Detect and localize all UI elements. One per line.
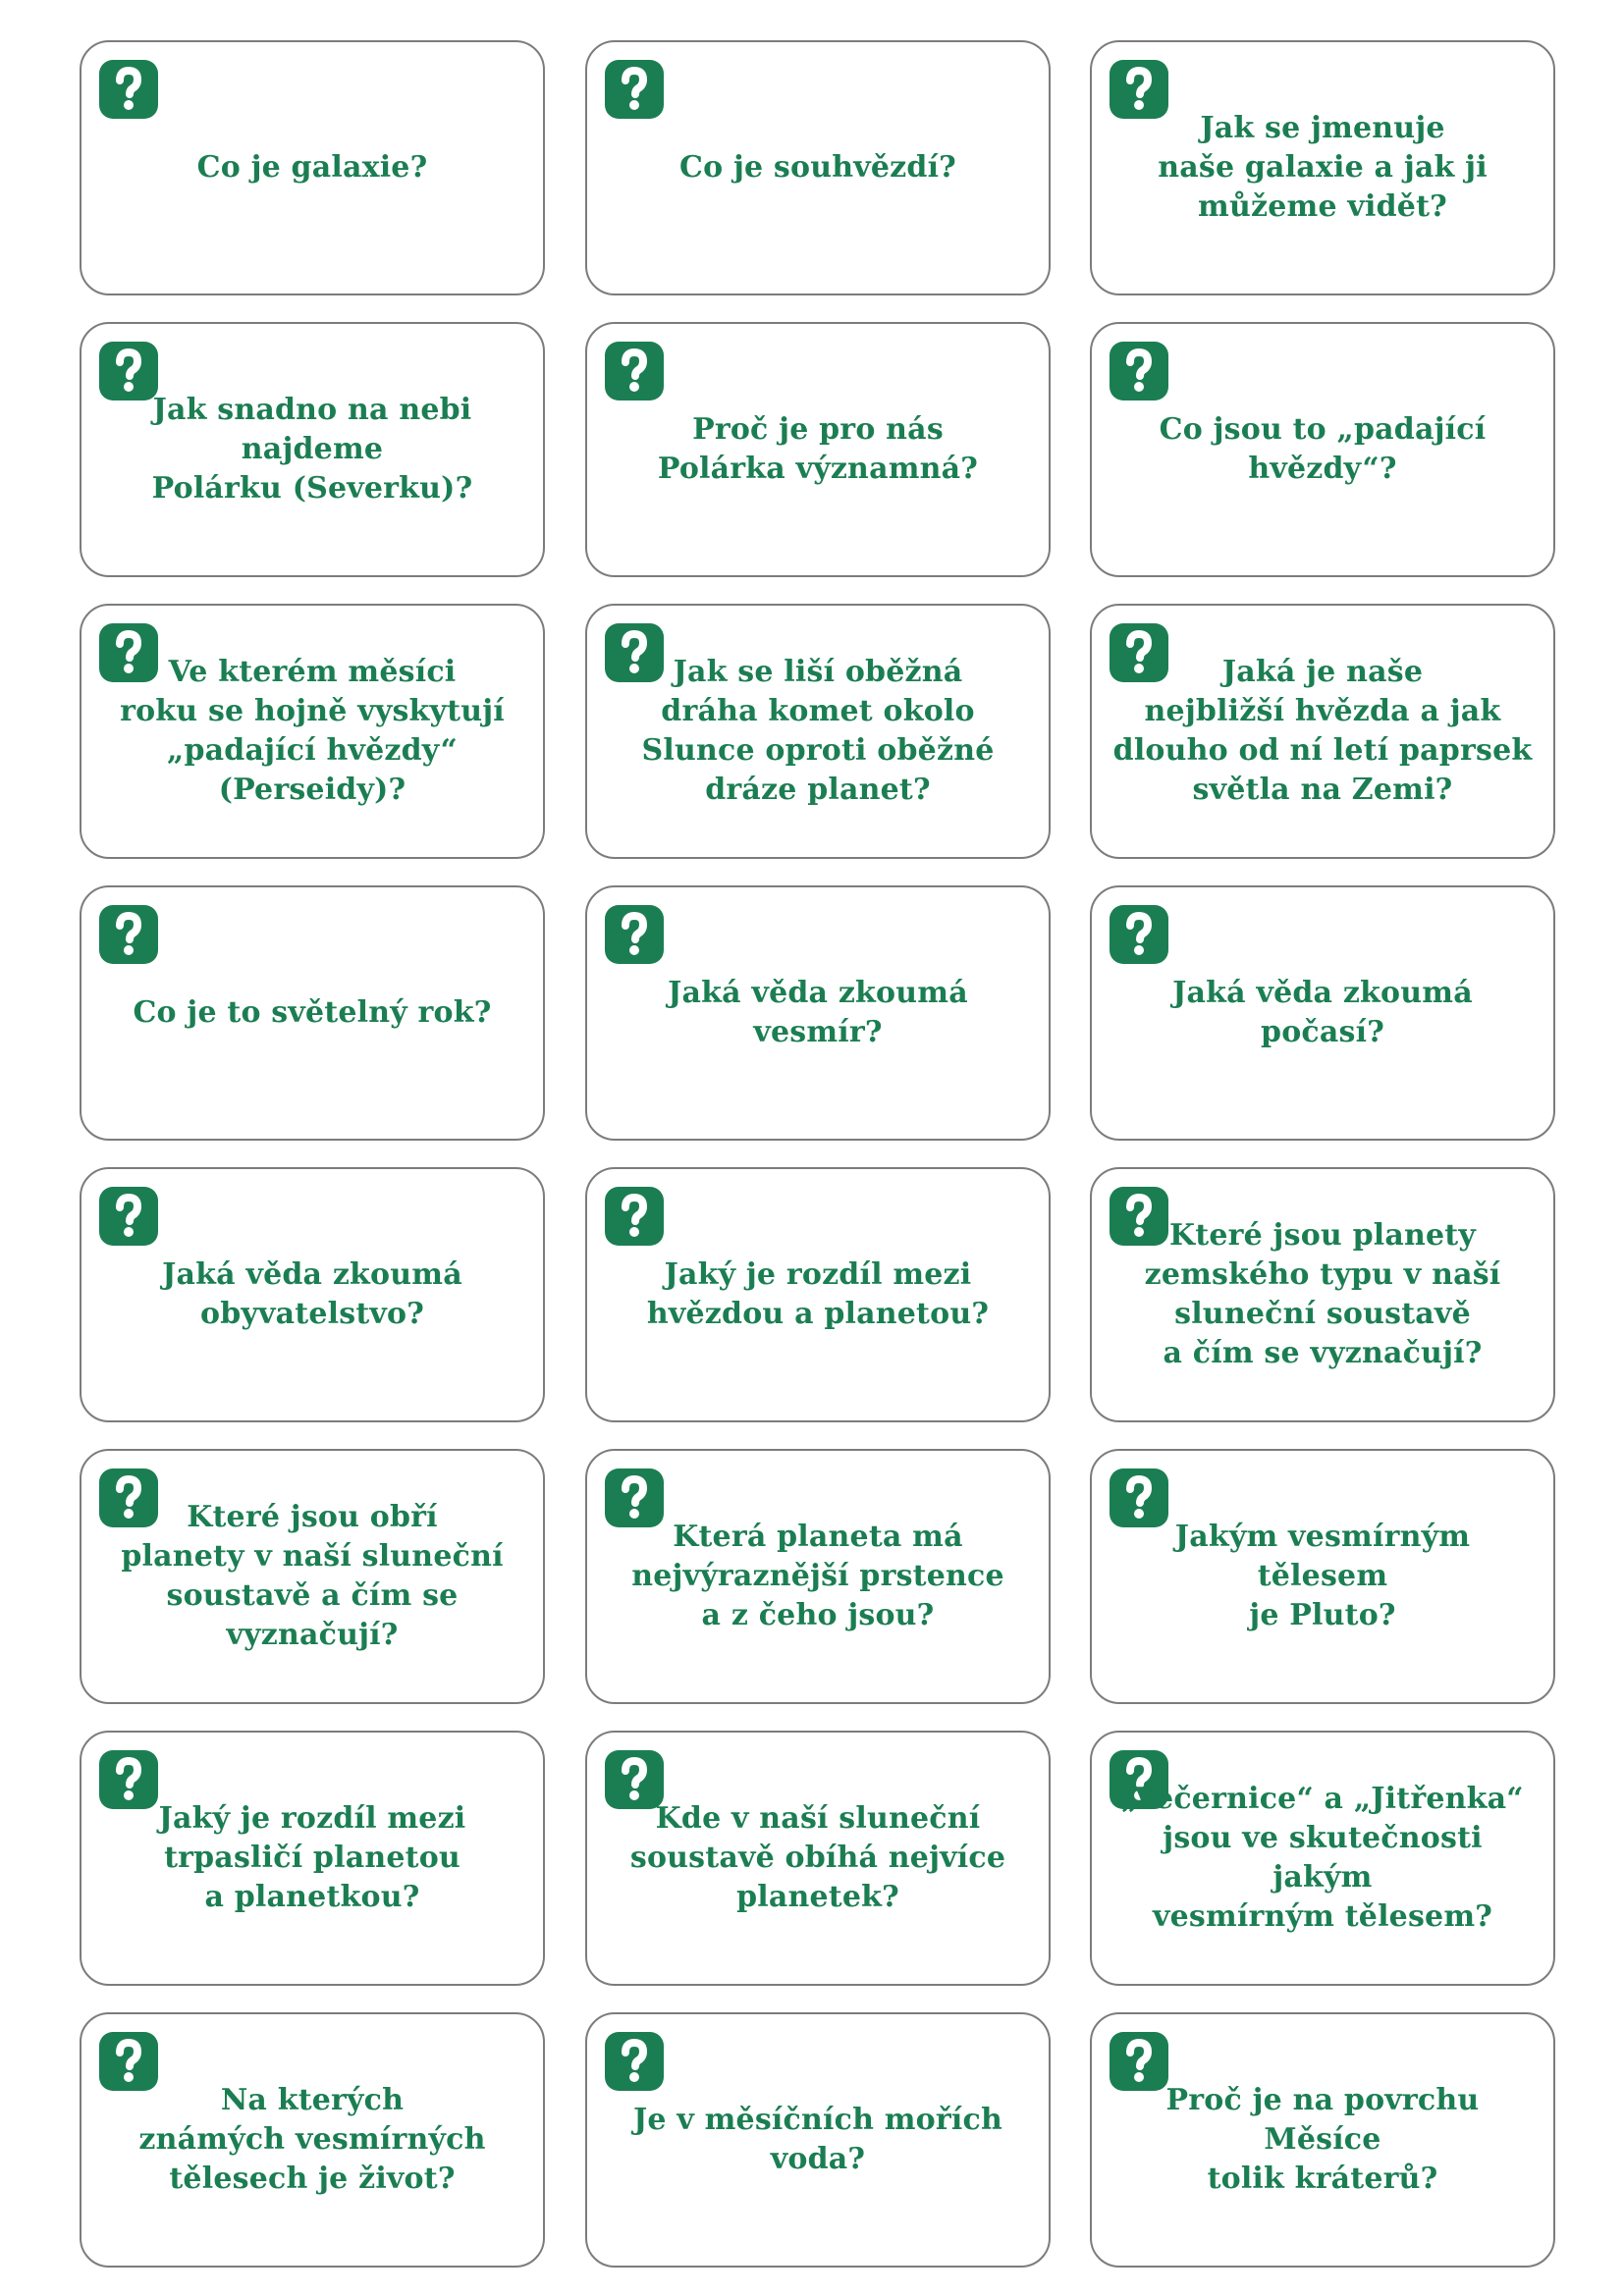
question-card	[80, 2012, 545, 2268]
question-text: Proč je na povrchu Měsíce tolik kráterů?	[1165, 2083, 1480, 2196]
question-text: Jak se jmenuje naše galaxie a jak ji můžeme vidět?	[1158, 111, 1488, 224]
question-text: Jaká věda zkoumá počasí?	[1172, 976, 1473, 1049]
question-card	[585, 885, 1051, 1141]
question-card	[585, 2012, 1051, 2268]
question-card	[1090, 1449, 1555, 1704]
question-text: Kde v naší sluneční soustavě obíhá nejvíce planetek?	[629, 1801, 1006, 1914]
question-card	[80, 1167, 545, 1422]
question-card	[80, 1449, 545, 1704]
question-card	[80, 322, 545, 577]
question-card	[1090, 2012, 1555, 2268]
question-card	[585, 1731, 1051, 1986]
question-text: Ve kterém měsíci roku se hojně vyskytují „padající hvězdy“ (Perseidy)?	[120, 655, 505, 807]
question-card	[585, 1449, 1051, 1704]
question-card	[1090, 1167, 1555, 1422]
question-text: Co je to světelný rok?	[133, 995, 492, 1030]
question-card	[585, 1167, 1051, 1422]
question-card	[1090, 604, 1555, 859]
question-text: Je v měsíčních mořích voda?	[633, 2103, 1002, 2176]
question-text: Proč je pro nás Polárka významná?	[657, 412, 979, 486]
question-text: Jaký je rozdíl mezi hvězdou a planetou?	[646, 1257, 990, 1331]
question-card	[1090, 1731, 1555, 1986]
question-card	[1090, 322, 1555, 577]
question-card	[585, 604, 1051, 859]
question-text: Co je galaxie?	[196, 150, 428, 185]
question-card	[585, 40, 1051, 295]
question-text: Jaká je naše nejbližší hvězda a jak dlouho od ní letí paprsek světla na Zemi?	[1112, 655, 1533, 807]
question-text: Jak snadno na nebi najdeme Polárku (Severku)?	[151, 393, 473, 506]
question-card	[1090, 40, 1555, 295]
question-card	[585, 322, 1051, 577]
question-text: Jak se liší oběžná dráha komet okolo Slunce oproti oběžné dráze planet?	[641, 655, 995, 807]
question-text: Jaká věda zkoumá obyvatelstvo?	[162, 1257, 462, 1331]
question-text: Které jsou planety zemského typu v naší sluneční soustavě a čím se vyznačují?	[1144, 1218, 1501, 1370]
question-card	[1090, 885, 1555, 1141]
question-text: Co je souhvězdí?	[679, 150, 956, 185]
question-text: Jaký je rozdíl mezi trpasličí planetou a planetkou?	[158, 1801, 466, 1914]
question-text: Které jsou obří planety v naší sluneční soustavě a čím se vyznačují?	[121, 1500, 504, 1652]
question-text: Na kterých známých vesmírných tělesech je život?	[138, 2083, 486, 2196]
question-text: Jaká věda zkoumá vesmír?	[668, 976, 968, 1049]
question-text: „Večernice“ a „Jitřenka“ jsou ve skutečnosti jakým vesmírným tělesem?	[1121, 1782, 1524, 1934]
question-text: Co jsou to „padající hvězdy“?	[1159, 412, 1487, 486]
question-card	[80, 604, 545, 859]
question-card	[80, 40, 545, 295]
question-card	[80, 1731, 545, 1986]
question-text: Která planeta má nejvýraznější prstence a z čeho jsou?	[631, 1520, 1004, 1632]
question-text: Jakým vesmírným tělesem je Pluto?	[1174, 1520, 1471, 1632]
question-card	[80, 885, 545, 1141]
